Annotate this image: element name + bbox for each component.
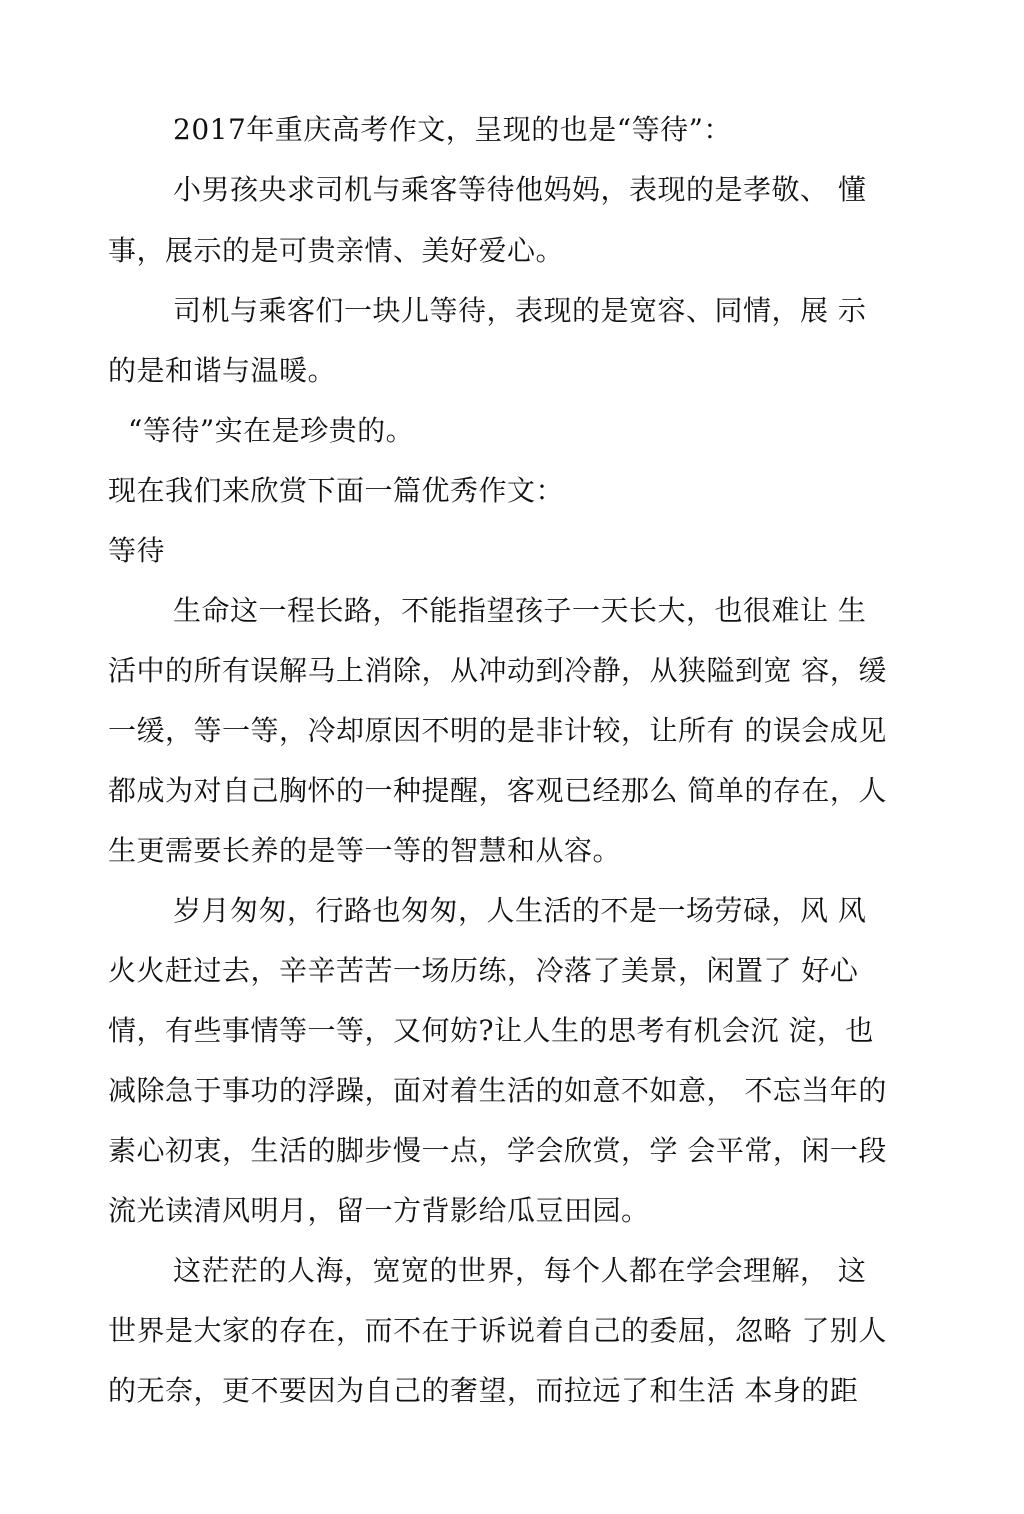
text-line-4: 司机与乘客们一块儿等待，表现的是宽容、同情，展 示 [173, 294, 867, 327]
text-line-13: 生更需要长养的是等一等的智慧和从容。 [108, 834, 622, 867]
text-line-20: 这茫茫的人海，宽宽的世界，每个人都在学会理解， 这 [173, 1254, 867, 1287]
text-line-10: 活中的所有误解马上消除，从冲动到冷静，从狭隘到宽 容，缓 [108, 654, 887, 687]
text-line-15: 火火赶过去，辛辛苦苦一场历练，冷落了美景，闲置了 好心 [108, 954, 859, 987]
text-line-19: 流光读清风明月，留一方背影给瓜豆田园。 [108, 1194, 650, 1227]
article-title: 等待 [108, 534, 166, 567]
text-line-17: 减除急于事功的浮躁，面对着生活的如意不如意， 不忘当年的 [108, 1074, 887, 1107]
text-line-14: 岁月匆匆，行路也匆匆，人生活的不是一场劳碌，风 风 [173, 894, 867, 927]
text-line-22: 的无奈，更不要因为自己的奢望，而拉远了和生活 本身的距 [108, 1374, 859, 1407]
text-line-1: 2017年重庆高考作文，呈现的也是“等待”： [173, 113, 732, 146]
text-line-16: 情，有些事情等一等，又何妨?让人生的思考有机会沉 淀，也 [108, 1014, 874, 1047]
text-line-18: 素心初衷，生活的脚步慢一点，学会欣赏，学 会平常，闲一段 [108, 1134, 887, 1167]
text-line-11: 一缓，等一等，冷却原因不明的是非计较，让所有 的误会成见 [108, 714, 887, 747]
text-line-12: 都成为对自己胸怀的一种提醒，客观已经那么 简单的存在，人 [108, 774, 887, 807]
text-line-6: “等待”实在是珍贵的。 [128, 414, 415, 447]
text-line-9: 生命这一程长路，不能指望孩子一天长大，也很难让 生 [173, 594, 867, 627]
text-line-3: 事，展示的是可贵亲情、美好爱心。 [108, 234, 565, 267]
text-line-2: 小男孩央求司机与乘客等待他妈妈，表现的是孝敬、 懂 [173, 173, 867, 206]
text-line-5: 的是和谐与温暖。 [108, 354, 337, 387]
text-line-21: 世界是大家的存在，而不在于诉说着自己的委屈，忽略 了别人 [108, 1314, 887, 1347]
text-line-7: 现在我们来欣赏下面一篇优秀作文： [108, 474, 565, 507]
